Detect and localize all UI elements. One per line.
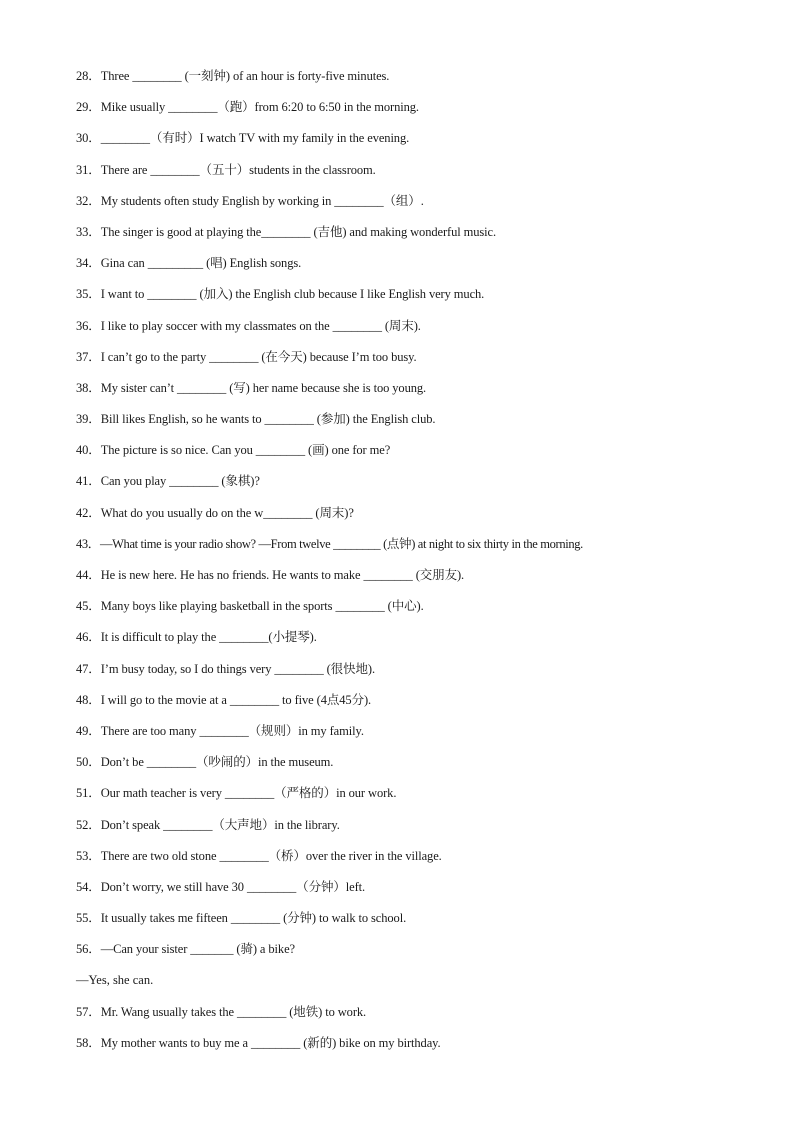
question-text: The singer is good at playing the________ (吉他) and making wonderful music. <box>100 224 497 239</box>
question-number: 33． <box>76 224 101 239</box>
question-number: 54． <box>76 879 101 894</box>
question-29 <box>76 97 716 128</box>
question-text: Gina can _________ (唱) English songs. <box>100 256 302 271</box>
question-text: It usually takes me fifteen ________ (分钟) to walk to school. <box>100 911 407 926</box>
question-number: 57． <box>76 1004 101 1019</box>
question-number: 58． <box>76 1035 101 1050</box>
question-text: Bill likes English, so he wants to ________ (参加) the English club. <box>100 412 436 427</box>
question-number: 53． <box>76 848 101 863</box>
question-41 <box>76 471 716 502</box>
question-48 <box>76 690 716 721</box>
question-39 <box>76 409 716 440</box>
question-text: Don’t worry, we still have 30 ________（分钟）left. <box>100 879 366 894</box>
question-number: 38． <box>76 380 101 395</box>
question-text: There are ________（五十）students in the classroom. <box>100 162 376 177</box>
question-50 <box>76 752 716 783</box>
question-37 <box>76 347 716 378</box>
question-47 <box>76 659 716 690</box>
question-number: 43． <box>76 536 100 551</box>
question-text: Three ________ (一刻钟) of an hour is forty-five minutes. <box>100 69 390 83</box>
question-text: There are two old stone ________（桥）over the river in the village. <box>100 848 442 863</box>
question-number: 56． <box>76 942 101 957</box>
question-number: 50． <box>76 755 101 770</box>
question-text: ________（有时）I watch TV with my family in the evening. <box>100 131 410 146</box>
question-54 <box>76 877 716 908</box>
question-number: 35． <box>76 287 101 302</box>
question-56-answer-line <box>76 970 716 1001</box>
question-number: 47． <box>76 661 101 676</box>
question-text: Mr. Wang usually takes the ________ (地铁) to work. <box>100 1004 367 1019</box>
question-number: 36． <box>76 318 101 333</box>
question-text: There are too many ________（规则）in my family. <box>100 723 364 738</box>
question-number: 28． <box>76 69 101 83</box>
question-33 <box>76 222 716 253</box>
question-text: Can you play ________ (象棋)? <box>100 474 260 489</box>
question-text: Mike usually ________（跑）from 6:20 to 6:50 in the morning. <box>100 100 419 115</box>
question-text: —Can your sister _______ (骑) a bike? <box>100 942 295 957</box>
question-text: It is difficult to play the ________(小提琴). <box>100 630 317 645</box>
question-number: 45． <box>76 599 101 614</box>
question-text: —Yes, she can. <box>76 973 154 988</box>
question-number: 37． <box>76 349 101 364</box>
question-44 <box>76 565 716 596</box>
question-45 <box>76 596 716 627</box>
question-53 <box>76 846 716 877</box>
question-number: 51． <box>76 786 101 801</box>
question-text: I want to ________ (加入) the English club because I like English very much. <box>100 287 485 302</box>
question-51 <box>76 783 716 814</box>
question-text: I will go to the movie at a ________ to five (4点45分). <box>100 692 372 707</box>
question-text: What do you usually do on the w________ (周末)? <box>100 505 354 520</box>
question-57 <box>76 1002 716 1033</box>
question-36 <box>76 316 716 347</box>
question-52 <box>76 815 716 846</box>
question-text: —What time is your radio show? —From twelve ________ (点钟) at night to six thirty in the morning. <box>99 536 583 551</box>
question-text: I’m busy today, so I do things very ________ (很快地). <box>100 661 375 676</box>
question-text: Our math teacher is very ________（严格的）in our work. <box>100 786 397 801</box>
question-42 <box>76 503 716 534</box>
question-number: 52． <box>76 817 101 832</box>
question-text: Don’t speak ________（大声地）in the library. <box>100 817 340 832</box>
question-number: 44． <box>76 568 101 582</box>
question-number: 30． <box>76 131 101 146</box>
question-number: 48． <box>76 692 101 707</box>
question-text: Many boys like playing basketball in the sports ________ (中心). <box>100 599 424 614</box>
question-text: I like to play soccer with my classmates on the ________ (周末). <box>100 318 421 333</box>
question-43 <box>76 534 716 565</box>
worksheet-page <box>76 66 716 1064</box>
question-number: 55． <box>76 911 101 926</box>
question-49 <box>76 721 716 752</box>
question-32 <box>76 191 716 222</box>
question-number: 29． <box>76 100 101 115</box>
question-text: The picture is so nice. Can you ________ (画) one for me? <box>100 443 391 458</box>
question-text: My sister can’t ________ (写) her name because she is too young. <box>100 380 427 395</box>
question-text: Don’t be ________（吵闹的）in the museum. <box>100 755 334 770</box>
question-number: 32． <box>76 193 101 208</box>
question-38 <box>76 378 716 409</box>
question-number: 40． <box>76 443 101 458</box>
question-number: 39． <box>76 412 101 427</box>
question-text: My students often study English by working in ________（组）. <box>100 193 424 208</box>
question-30 <box>76 128 716 159</box>
question-55 <box>76 908 716 939</box>
question-34 <box>76 253 716 284</box>
question-number: 41． <box>76 474 101 489</box>
question-58 <box>76 1033 716 1064</box>
question-56 <box>76 939 716 970</box>
question-number: 49． <box>76 723 101 738</box>
question-number: 31． <box>76 162 101 177</box>
question-40 <box>76 440 716 471</box>
question-number: 46． <box>76 630 101 645</box>
question-number: 34． <box>76 256 101 271</box>
question-35 <box>76 284 716 315</box>
question-number: 42． <box>76 505 101 520</box>
question-31 <box>76 160 716 191</box>
question-text: My mother wants to buy me a ________ (新的) bike on my birthday. <box>100 1035 441 1050</box>
question-46 <box>76 627 716 658</box>
question-28 <box>76 66 716 97</box>
question-text: He is new here. He has no friends. He wants to make ________ (交朋友). <box>100 568 465 582</box>
question-text: I can’t go to the party ________ (在今天) because I’m too busy. <box>100 349 417 364</box>
